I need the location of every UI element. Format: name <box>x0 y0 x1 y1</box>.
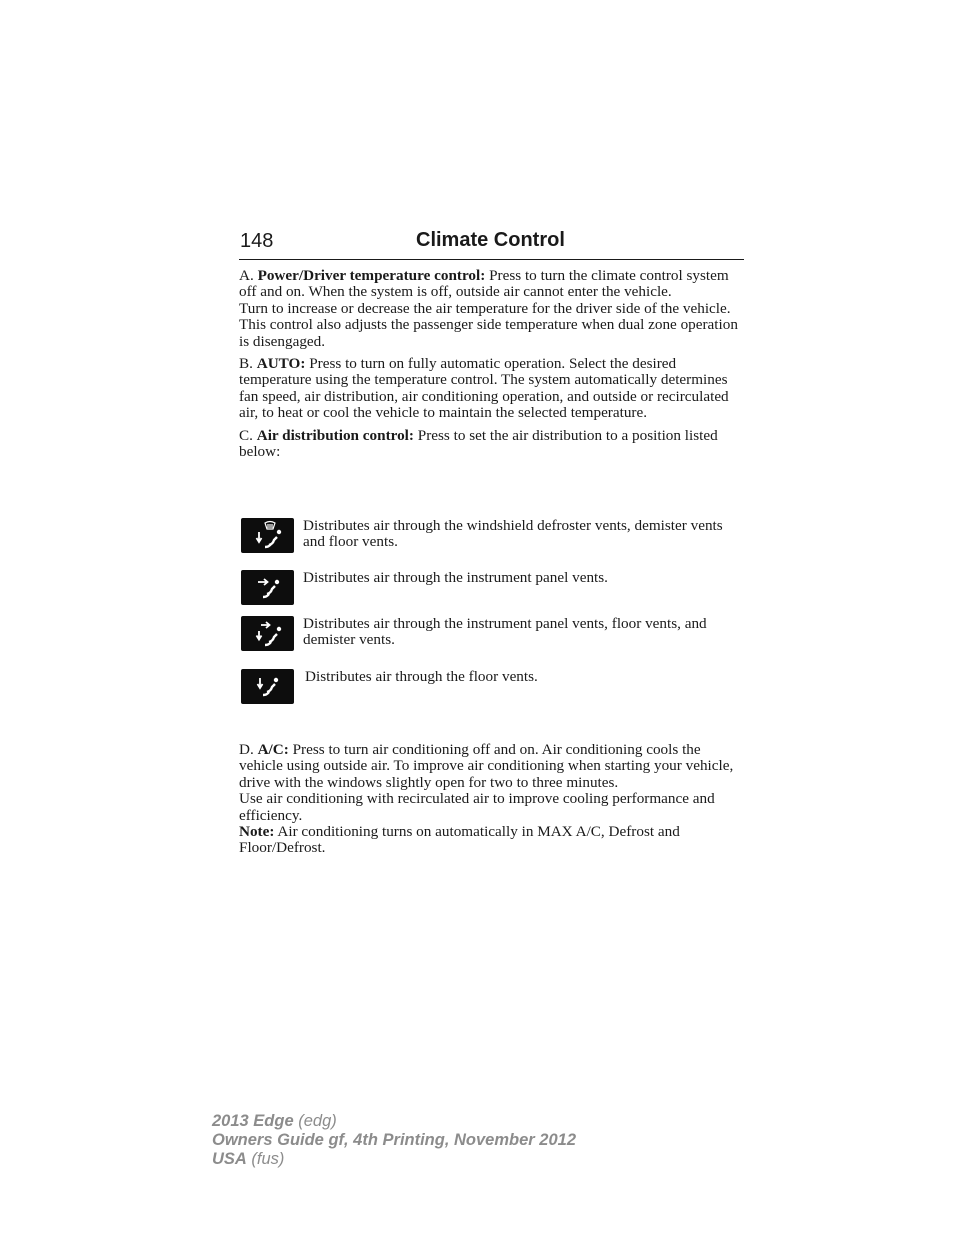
section-d-heading: A/C: <box>257 741 289 758</box>
section-a-para3: This control also adjusts the passenger side temperature when dual zone operation is disengaged. <box>239 316 738 350</box>
section-b: B. AUTO: Press to turn on fully automatic operation. Select the desired temperature using the temperature control. The system automatically determines fan speed, air distribution, air conditioning operation, and outside or recirculated air, to heat or cool the vehicle to maintain the selected temperature. <box>239 355 729 422</box>
defrost-floor-icon <box>241 518 294 553</box>
section-a-heading: Power/Driver temperature control: <box>257 267 486 284</box>
footer-line-1: 2013 Edge (edg) <box>212 1112 337 1130</box>
section-d <box>239 742 745 857</box>
note-label: Note: <box>239 823 275 841</box>
section-b-heading: AUTO: <box>256 355 306 373</box>
body-text <box>239 268 745 460</box>
panel-vent-icon <box>241 570 294 605</box>
distribution-text: Distributes air through the windshield defroster vents, demister vents and floor vents. <box>303 517 723 551</box>
footer-line-3: USA (fus) <box>212 1150 285 1168</box>
floor-vent-icon <box>241 669 294 704</box>
panel-floor-icon <box>241 616 294 651</box>
section-a: A. Power/Driver temperature control: Press to turn the climate control system off and on. When the system is off, outside air cannot enter the vehicle. <box>239 267 729 301</box>
page-title: Climate Control <box>416 229 565 251</box>
distribution-text: Distributes air through the instrument panel vents, floor vents, and demister vents. <box>303 615 707 649</box>
footer-line-2: Owners Guide gf, 4th Printing, November 2012 <box>212 1131 576 1149</box>
section-d-para2: Use air conditioning with recirculated air to improve cooling performance and efficiency. <box>239 790 715 824</box>
section-d-para1: D. A/C: Press to turn air conditioning off and on. Air conditioning cools the vehicle using outside air. To improve air conditioning when starting your vehicle, drive with the windows slightly open for two to three minutes. <box>239 741 734 791</box>
page-number: 148 <box>240 230 274 252</box>
section-c: C. Air distribution control: Press to set the air distribution to a position listed below: <box>239 426 718 461</box>
page-footer <box>212 1112 576 1169</box>
section-c-heading: Air distribution control: <box>256 426 414 444</box>
section-a-para2: Turn to increase or decrease the air temperature for the driver side of the vehicle. <box>239 299 731 317</box>
distribution-text: Distributes air through the instrument panel vents. <box>303 569 608 586</box>
page-header <box>239 229 744 260</box>
distribution-text: Distributes air through the floor vents. <box>305 668 538 685</box>
section-d-note: Note: Air conditioning turns on automatically in MAX A/C, Defrost and Floor/Defrost. <box>239 823 680 857</box>
